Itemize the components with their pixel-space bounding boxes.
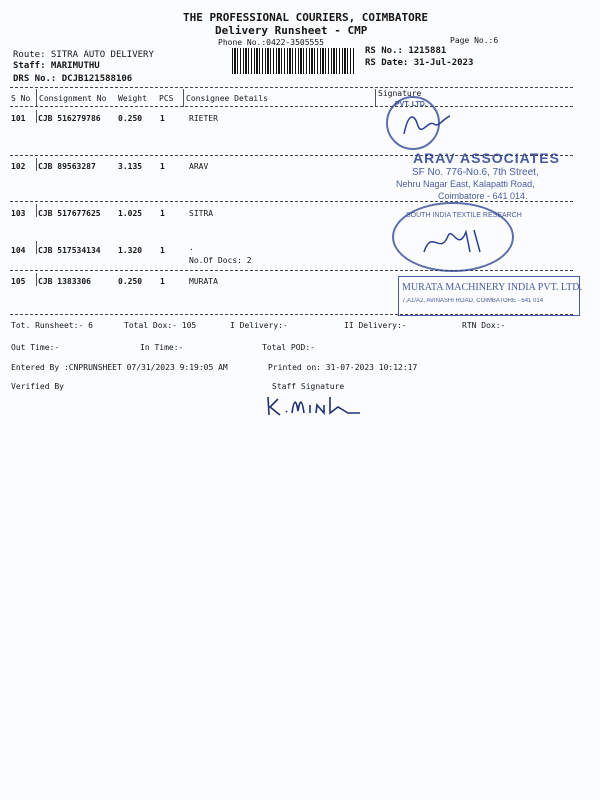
out-time: Out Time:- [11,343,60,352]
signature-mark [398,110,458,140]
table-row-sno: 105 [11,277,26,286]
seal-text: PVT. LTD. [395,101,427,108]
table-row-weight: 1.025 [118,209,143,218]
page-number: Page No.:6 [450,36,499,45]
rtn-dox: RTN Dox:- [462,321,506,330]
divider [10,201,573,202]
sitra-seal-text: SOUTH INDIA TEXTILE RESEARCH [406,212,522,219]
arav-stamp-address: Coimbatore - 641 014. [438,191,528,201]
verified-by: Verified By [11,382,64,391]
row-rule [36,273,37,286]
column-rule [183,89,184,107]
staff-signature [264,393,364,419]
rs-date: RS Date: 31-Jul-2023 [365,58,474,68]
murata-stamp-name: MURATA MACHINERY INDIA PVT. LTD. [402,282,582,293]
company-title: THE PROFESSIONAL COURIERS, COIMBATORE [183,11,429,24]
table-row-pcs: 1 [160,162,165,171]
column-rule [36,89,37,107]
phone-number: Phone No.:0422-3505555 [218,38,324,47]
row-rule [36,241,37,254]
table-row-pcs: 1 [160,209,165,218]
table-row-consignee: RIETER [189,114,218,123]
entered-by: Entered By :CNPRUNSHEET 07/31/2023 9:19:05 AM [11,363,228,372]
table-row-consignee: ARAV [189,162,209,171]
col-sno: S No [11,94,31,103]
table-row-consignment: CJB 517677625 [38,209,101,218]
total-pod: Total POD:- [262,343,315,352]
table-row-weight: 1.320 [118,246,143,255]
row-rule [36,204,37,217]
table-row-sno: 102 [11,162,26,171]
table-row-sno: 103 [11,209,26,218]
doc-title: Delivery Runsheet - CMP [215,24,368,37]
total-runsheet: Tot. Runsheet:- 6 [11,321,93,330]
total-dox: Total Dox:- 105 [124,321,197,330]
printed-on: Printed on: 31-07-2023 10:12:17 [268,363,418,372]
col-pcs: PCS [159,94,174,103]
drs-number: DRS No.: DCJB121588106 [13,74,133,84]
arav-stamp-address: SF No. 776-No.6, 7th Street, [412,167,539,178]
docs-count: No.Of Docs: 2 [189,256,252,265]
barcode [232,48,354,74]
ii-delivery: II Delivery:- [344,321,407,330]
column-rule [375,89,376,107]
table-row-consignment: CJB 516279786 [38,114,101,123]
row-rule [36,158,37,171]
table-row-consignment: CJB 89563287 [38,162,96,171]
divider [10,87,573,88]
table-row-consignment: CJB 1383306 [38,277,91,286]
col-signature: Signature [378,89,422,98]
divider [10,270,573,271]
col-weight: Weight [118,94,147,103]
table-row-consignee: SITRA [189,209,214,218]
table-row-consignee: . [189,243,194,252]
col-consignee: Consignee Details [186,94,268,103]
staff-signature-label: Staff Signature [272,382,345,391]
table-row-weight: 0.250 [118,277,143,286]
route: Route: SITRA AUTO DELIVERY [13,50,154,60]
row-rule [36,110,37,123]
table-row-sno: 104 [11,246,26,255]
table-row-sno: 101 [11,114,26,123]
i-delivery: I Delivery:- [230,321,288,330]
arav-stamp-name: ARAV ASSOCIATES [413,150,560,166]
table-row-weight: 3.135 [118,162,143,171]
divider [10,106,573,107]
staff: Staff: MARIMUTHU [13,61,100,71]
table-row-consignee: MURATA [189,277,218,286]
col-consignment: Consignment No [39,94,107,103]
table-row-weight: 0.250 [118,114,143,123]
table-row-consignment: CJB 517534134 [38,246,101,255]
table-row-pcs: 1 [160,246,165,255]
murata-stamp-address: 7,A1/A2, AVINASHI ROAD, COIMBATORE - 641 014 [402,298,544,304]
arav-stamp-address: Nehru Nagar East, Kalapatti Road, [396,179,535,189]
in-time: In Time:- [140,343,184,352]
table-row-pcs: 1 [160,114,165,123]
signature-mark [418,222,488,262]
rs-number: RS No.: 1215881 [365,46,447,56]
table-row-pcs: 1 [160,277,165,286]
